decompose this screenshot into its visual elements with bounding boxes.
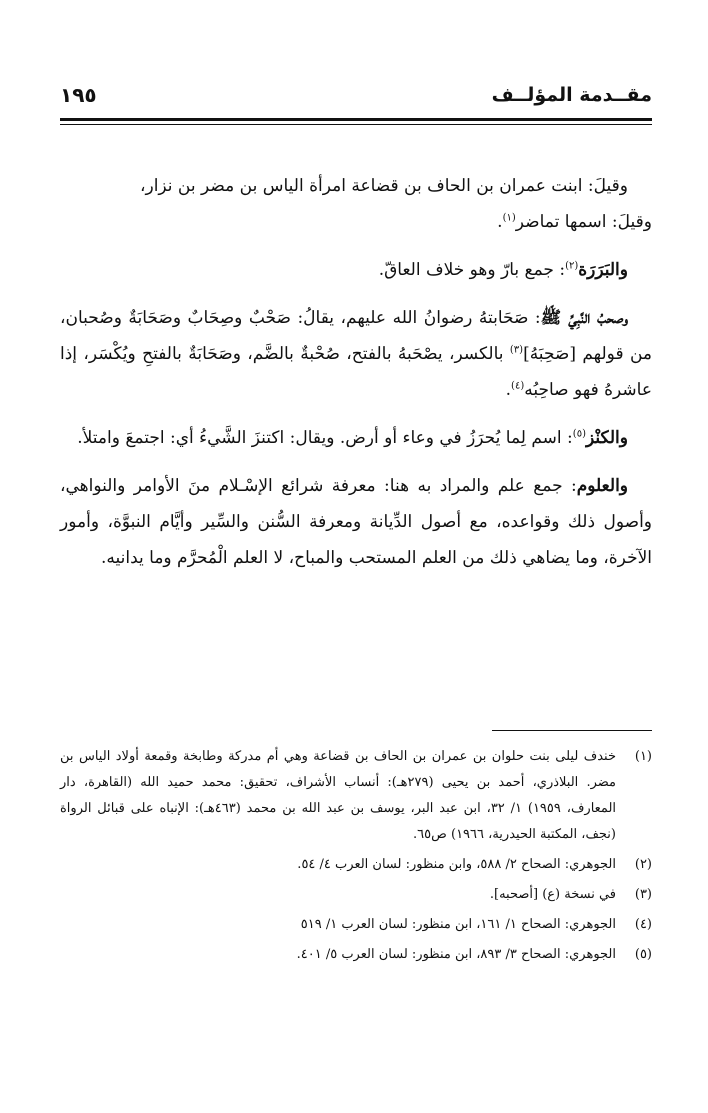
paragraph-2 (60, 204, 652, 240)
page-number: ١٩٥ (60, 83, 97, 107)
paragraph-3 (60, 252, 652, 288)
footnote (60, 882, 652, 908)
paragraph-text: : جمع علم والمراد به هنا: معرفة شرائع الإسْـلام منَ الأوامر والنواهي، وأصول ذلك وقواعده، مع أصول الدِّيانة ومعرفة السُّنن والسِّير وأيَّام النبوَّة، وأمور الآخرة، وما يضاهي ذلك من العلم المستحب والمباح، لا العلم الْمُحرَّم وما يدانيه. (60, 476, 652, 568)
footnote-number: (٣) (634, 887, 652, 902)
footnote-ref[interactable]: (٤) (511, 380, 525, 392)
footnote-ref[interactable]: (١) (502, 212, 516, 224)
footnote-text: في نسخة (ع) [أصحبه]. (489, 887, 616, 902)
paragraph-text: وقيلَ: ابنت عمران بن الحاف بن قضاعة امرأة الياس بن مضر بن نزار، (140, 176, 628, 196)
chapter-title: مقــدمة المؤلــف (491, 84, 652, 106)
paragraph-text: : اسم لِما يُحرَزُ في وعاء أو أرض. ويقال: اكتنزَ الشَّيءُ أي: اجتمعَ وامتلأ. (77, 428, 573, 448)
footnote-number: (٤) (634, 917, 652, 932)
footnote-number: (٢) (634, 857, 652, 872)
paragraph-5 (60, 420, 652, 456)
footnotes (60, 744, 652, 972)
footnote (60, 912, 652, 938)
header-rule-thin (60, 124, 652, 125)
main-text (60, 168, 652, 588)
paragraph-1 (60, 168, 652, 204)
term-heading: والكنْز (585, 428, 628, 448)
footnote-ref[interactable]: (٣) (509, 344, 524, 356)
footnote-text: الجوهري: الصحاح ٣/ ٨٩٣، ابن منظور: لسان العرب ٥/ ٤٠١. (296, 947, 616, 962)
paragraph-6 (60, 468, 652, 576)
footnote (60, 744, 652, 848)
paragraph-tail: . (505, 380, 512, 400)
footnote-ref[interactable]: (٢) (565, 260, 579, 272)
term-heading: والبَرَرَة (578, 260, 628, 280)
paragraph-tail: . (497, 212, 503, 232)
footnote-number: (١) (634, 749, 652, 764)
footnote-text: الجوهري: الصحاح ١/ ١٦١، ابن منظور: لسان العرب ١/ ٥١٩ (300, 917, 616, 932)
footnote-separator (492, 730, 652, 731)
term-heading: وصحبُ النَّبِيِّ ﷺ (540, 308, 628, 328)
paragraph-text: بالكسر، يصْحَبهُ بالفتح، صُحْبةٌ بالضَّم، وصَحَابَةٌ بالفتحِ ويُكْسَر، إذا عاشرهُ فهو صاحِبُه (60, 344, 652, 400)
footnote-text: خندف ليلى بنت حلوان بن عمران بن الحاف بن قضاعة وهي أم مدركة وطابخة وقمعة أولاد الياس بن مضر. البلاذري، أحمد بن يحيى (٢٧٩هـ): أنساب الأشراف، تحقيق: محمد حميد الله (القاهرة، دار المعارف، ١٩٥٩) ١/ ٣٢، ابن عبد البر، يوسف بن عبد الله بن محمد (٤٦٣هـ): الإنباه على قبائل الرواة (نجف، المكتبة الحيدرية، ١٩٦٦) ص٦٥. (60, 749, 617, 842)
page-header (60, 78, 652, 114)
paragraph-4 (60, 300, 652, 408)
paragraph-text: : صَحَابتهُ رضوانُ الله عليهم، يقالُ: صَحْبٌ وصِحَابٌ وصَحَابَةٌ وصُحبان، من قولهم [صَحِبَهُ] (60, 308, 652, 364)
paragraph-text: وقيلَ: اسمها تماضر (515, 212, 652, 232)
paragraph-text: : جمع بارّ وهو خلاف العاقّ. (378, 260, 566, 280)
footnote-ref[interactable]: (٥) (572, 428, 586, 440)
term-heading: والعلوم (576, 476, 628, 496)
footnote-number: (٥) (634, 947, 652, 962)
header-rule-thick (60, 118, 652, 121)
footnote-text: الجوهري: الصحاح ٢/ ٥٨٨، وابن منظور: لسان العرب ٤/ ٥٤. (297, 857, 616, 872)
footnote (60, 942, 652, 968)
footnote (60, 852, 652, 878)
